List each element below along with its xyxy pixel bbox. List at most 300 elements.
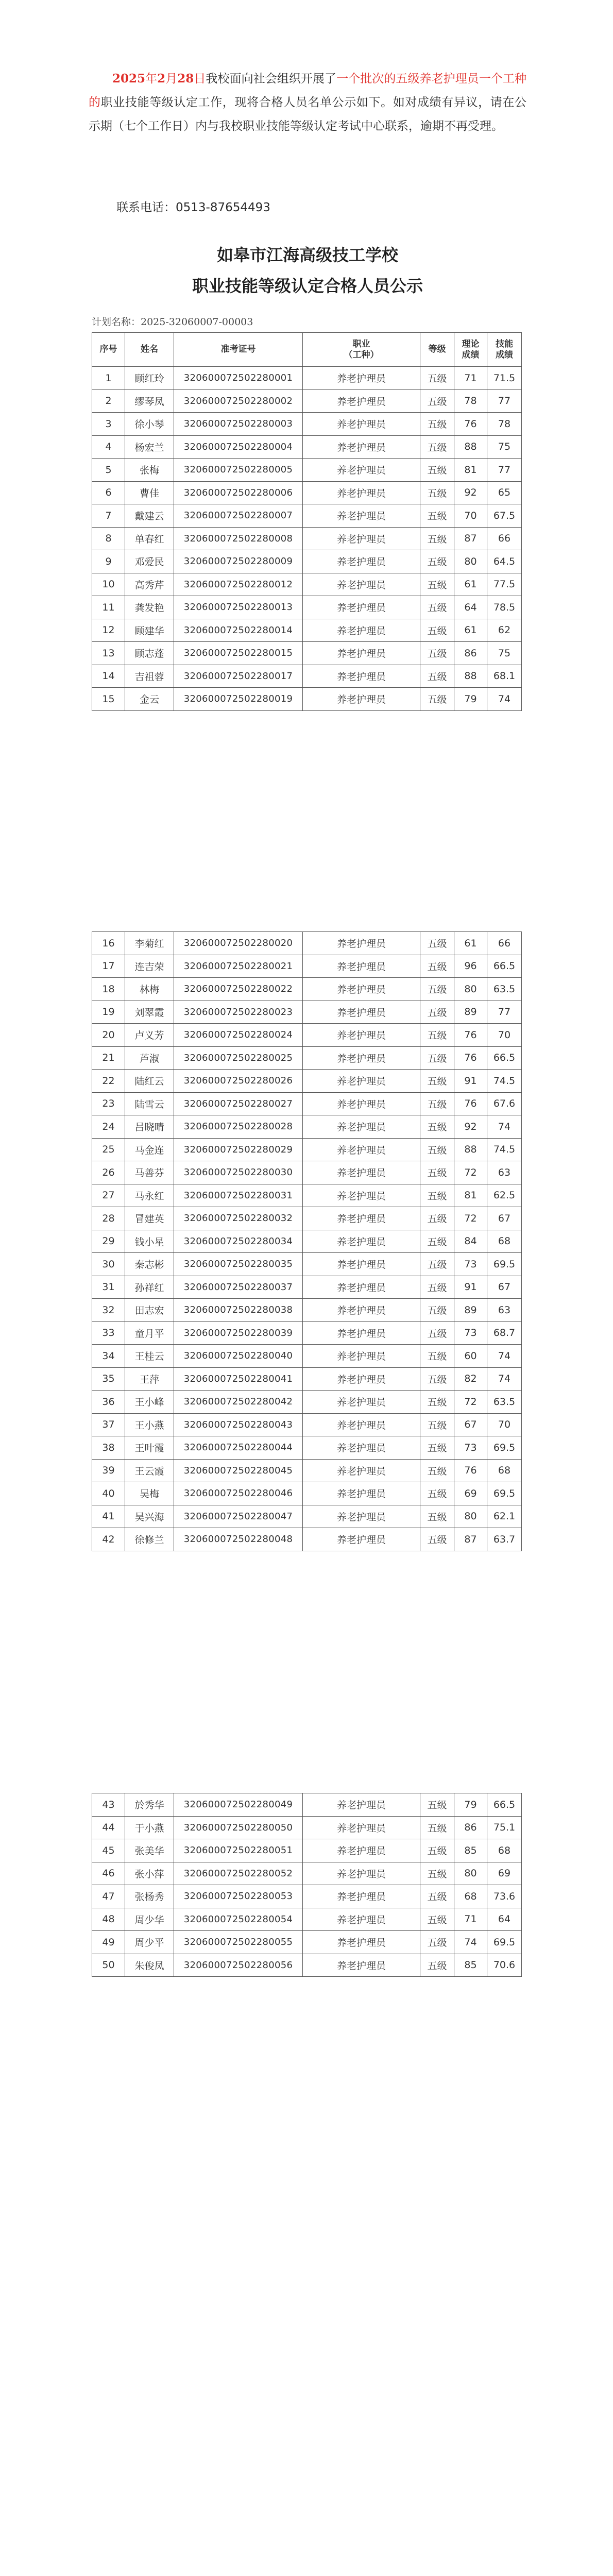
cell-name: 田志宏 <box>125 1299 174 1322</box>
cell-level: 五级 <box>420 367 454 390</box>
cell-index: 11 <box>92 596 125 619</box>
cell-exam-id: 320600072502280052 <box>174 1862 303 1885</box>
cell-name: 杨宏兰 <box>125 435 174 459</box>
plan-name: 计划名称：2025-32060007-00003 <box>92 316 253 328</box>
page-title: 职业技能等级认定合格人员公示 <box>192 276 423 296</box>
cell-level: 五级 <box>420 1505 454 1528</box>
cell-name: 吴兴海 <box>125 1505 174 1528</box>
cell-theory-score: 81 <box>454 459 487 482</box>
cell-index: 22 <box>92 1070 125 1093</box>
cell-level: 五级 <box>420 1367 454 1391</box>
cell-skill-score: 70 <box>487 1024 522 1047</box>
cell-occupation: 养老护理员 <box>303 435 420 459</box>
table-row <box>92 1367 522 1391</box>
cell-theory-score: 76 <box>454 1459 487 1482</box>
cell-level: 五级 <box>420 573 454 596</box>
cell-index: 13 <box>92 642 125 665</box>
cell-occupation: 养老护理员 <box>303 1367 420 1391</box>
cell-theory-score: 79 <box>454 1793 487 1817</box>
cell-level: 五级 <box>420 1391 454 1414</box>
cell-theory-score: 64 <box>454 596 487 619</box>
cell-index: 28 <box>92 1207 125 1230</box>
cell-index: 32 <box>92 1299 125 1322</box>
cell-level: 五级 <box>420 619 454 642</box>
cell-exam-id: 320600072502280056 <box>174 1954 303 1977</box>
cell-occupation: 养老护理员 <box>303 1138 420 1161</box>
cell-theory-score: 88 <box>454 1138 487 1161</box>
cell-name: 张杨秀 <box>125 1885 174 1908</box>
cell-theory-score: 74 <box>454 1931 487 1954</box>
cell-theory-score: 87 <box>454 1528 487 1551</box>
cell-theory-score: 72 <box>454 1207 487 1230</box>
header-occupation: 职业 （工种） <box>303 333 420 367</box>
cell-occupation: 养老护理员 <box>303 1161 420 1184</box>
table-row <box>92 1345 522 1368</box>
cell-exam-id: 320600072502280025 <box>174 1046 303 1070</box>
cell-index: 45 <box>92 1839 125 1862</box>
table-row <box>92 1482 522 1505</box>
cell-theory-score: 91 <box>454 1276 487 1299</box>
cell-level: 五级 <box>420 1046 454 1070</box>
cell-index: 25 <box>92 1138 125 1161</box>
cell-occupation: 养老护理员 <box>303 1482 420 1505</box>
cell-exam-id: 320600072502280024 <box>174 1024 303 1047</box>
cell-name: 芦淑 <box>125 1046 174 1070</box>
cell-level: 五级 <box>420 955 454 978</box>
cell-name: 李菊红 <box>125 932 174 955</box>
cell-exam-id: 320600072502280044 <box>174 1436 303 1460</box>
cell-name: 马金连 <box>125 1138 174 1161</box>
cell-name: 单春红 <box>125 527 174 550</box>
cell-level: 五级 <box>420 665 454 688</box>
cell-occupation: 养老护理员 <box>303 1115 420 1139</box>
cell-index: 17 <box>92 955 125 978</box>
cell-occupation: 养老护理员 <box>303 688 420 711</box>
cell-occupation: 养老护理员 <box>303 642 420 665</box>
table-row <box>92 1321 522 1345</box>
cell-level: 五级 <box>420 504 454 528</box>
cell-theory-score: 87 <box>454 527 487 550</box>
cell-index: 26 <box>92 1161 125 1184</box>
cell-occupation: 养老护理员 <box>303 596 420 619</box>
cell-theory-score: 92 <box>454 1115 487 1139</box>
cell-occupation: 养老护理员 <box>303 1001 420 1024</box>
cell-index: 42 <box>92 1528 125 1551</box>
cell-occupation: 养老护理员 <box>303 1024 420 1047</box>
cell-occupation: 养老护理员 <box>303 1207 420 1230</box>
cell-index: 16 <box>92 932 125 955</box>
table-row <box>92 550 522 573</box>
results-table-page-3 <box>92 1793 522 1977</box>
cell-theory-score: 69 <box>454 1482 487 1505</box>
cell-index: 10 <box>92 573 125 596</box>
cell-level: 五级 <box>420 1321 454 1345</box>
cell-name: 朱俊凤 <box>125 1954 174 1977</box>
table-row <box>92 504 522 528</box>
cell-theory-score: 61 <box>454 573 487 596</box>
cell-level: 五级 <box>420 1070 454 1093</box>
cell-skill-score: 70 <box>487 1413 522 1436</box>
cell-index: 8 <box>92 527 125 550</box>
cell-skill-score: 69 <box>487 1862 522 1885</box>
cell-index: 4 <box>92 435 125 459</box>
cell-name: 邓爱民 <box>125 550 174 573</box>
cell-name: 吴梅 <box>125 1482 174 1505</box>
cell-skill-score: 68 <box>487 1839 522 1862</box>
cell-skill-score: 62 <box>487 619 522 642</box>
cell-occupation: 养老护理员 <box>303 1885 420 1908</box>
cell-occupation: 养老护理员 <box>303 1345 420 1368</box>
cell-occupation: 养老护理员 <box>303 1436 420 1460</box>
cell-name: 冒建英 <box>125 1207 174 1230</box>
cell-skill-score: 64.5 <box>487 550 522 573</box>
cell-index: 6 <box>92 481 125 504</box>
cell-level: 五级 <box>420 1459 454 1482</box>
cell-skill-score: 68 <box>487 1230 522 1253</box>
cell-theory-score: 76 <box>454 1024 487 1047</box>
cell-index: 9 <box>92 550 125 573</box>
cell-exam-id: 320600072502280046 <box>174 1482 303 1505</box>
cell-level: 五级 <box>420 1793 454 1817</box>
cell-exam-id: 320600072502280054 <box>174 1908 303 1931</box>
cell-exam-id: 320600072502280014 <box>174 619 303 642</box>
cell-occupation: 养老护理员 <box>303 1070 420 1093</box>
cell-occupation: 养老护理员 <box>303 527 420 550</box>
cell-name: 陆红云 <box>125 1070 174 1093</box>
cell-skill-score: 66 <box>487 527 522 550</box>
cell-level: 五级 <box>420 413 454 436</box>
cell-skill-score: 63 <box>487 1299 522 1322</box>
cell-index: 14 <box>92 665 125 688</box>
cell-skill-score: 69.5 <box>487 1436 522 1460</box>
header-index: 序号 <box>92 333 125 367</box>
cell-level: 五级 <box>420 1161 454 1184</box>
cell-skill-score: 68.1 <box>487 665 522 688</box>
cell-name: 徐小琴 <box>125 413 174 436</box>
cell-occupation: 养老护理员 <box>303 1092 420 1115</box>
cell-name: 张美华 <box>125 1839 174 1862</box>
header-exam-id: 准考证号 <box>174 333 303 367</box>
cell-theory-score: 60 <box>454 1345 487 1368</box>
cell-theory-score: 76 <box>454 413 487 436</box>
cell-name: 王萍 <box>125 1367 174 1391</box>
cell-name: 於秀华 <box>125 1793 174 1817</box>
cell-theory-score: 76 <box>454 1046 487 1070</box>
table-row <box>92 527 522 550</box>
cell-occupation: 养老护理员 <box>303 389 420 413</box>
cell-exam-id: 320600072502280040 <box>174 1345 303 1368</box>
table-row <box>92 1908 522 1931</box>
table-row <box>92 1885 522 1908</box>
cell-theory-score: 91 <box>454 1070 487 1093</box>
cell-skill-score: 74 <box>487 1115 522 1139</box>
table-row <box>92 1505 522 1528</box>
cell-occupation: 养老护理员 <box>303 1505 420 1528</box>
cell-theory-score: 71 <box>454 367 487 390</box>
table-row <box>92 1436 522 1460</box>
cell-exam-id: 320600072502280051 <box>174 1839 303 1862</box>
cell-level: 五级 <box>420 527 454 550</box>
notice-text-b: 职业技能等级认定工作，现将合格人员名单公示如下。如对成绩有异议，请在公示期（七个工作日）内与我校职业技能等级认定考试中心联系，逾期不再受理。 <box>89 96 527 133</box>
table-row <box>92 367 522 390</box>
cell-level: 五级 <box>420 1862 454 1885</box>
cell-occupation: 养老护理员 <box>303 413 420 436</box>
results-table-page-1 <box>92 332 522 711</box>
cell-skill-score: 73.6 <box>487 1885 522 1908</box>
cell-theory-score: 72 <box>454 1161 487 1184</box>
cell-exam-id: 320600072502280023 <box>174 1001 303 1024</box>
cell-skill-score: 74.5 <box>487 1138 522 1161</box>
table-row <box>92 1161 522 1184</box>
cell-index: 46 <box>92 1862 125 1885</box>
table-row <box>92 1115 522 1139</box>
cell-index: 47 <box>92 1885 125 1908</box>
cell-exam-id: 320600072502280017 <box>174 665 303 688</box>
cell-name: 卢义芳 <box>125 1024 174 1047</box>
cell-index: 27 <box>92 1184 125 1207</box>
cell-occupation: 养老护理员 <box>303 1413 420 1436</box>
table-row <box>92 573 522 596</box>
table-row <box>92 1230 522 1253</box>
cell-occupation: 养老护理员 <box>303 1230 420 1253</box>
cell-level: 五级 <box>420 550 454 573</box>
table-row <box>92 1954 522 1977</box>
cell-name: 缪琴凤 <box>125 389 174 413</box>
cell-exam-id: 320600072502280029 <box>174 1138 303 1161</box>
cell-level: 五级 <box>420 1413 454 1436</box>
table-row <box>92 1459 522 1482</box>
cell-theory-score: 88 <box>454 665 487 688</box>
cell-exam-id: 320600072502280042 <box>174 1391 303 1414</box>
cell-level: 五级 <box>420 1436 454 1460</box>
cell-level: 五级 <box>420 435 454 459</box>
cell-occupation: 养老护理员 <box>303 573 420 596</box>
cell-index: 41 <box>92 1505 125 1528</box>
cell-exam-id: 320600072502280008 <box>174 527 303 550</box>
cell-level: 五级 <box>420 481 454 504</box>
cell-skill-score: 68.7 <box>487 1321 522 1345</box>
cell-level: 五级 <box>420 1024 454 1047</box>
cell-exam-id: 320600072502280048 <box>174 1528 303 1551</box>
cell-skill-score: 63.7 <box>487 1528 522 1551</box>
cell-level: 五级 <box>420 1253 454 1276</box>
cell-skill-score: 74.5 <box>487 1070 522 1093</box>
cell-exam-id: 320600072502280034 <box>174 1230 303 1253</box>
table-row <box>92 932 522 955</box>
table-row <box>92 1276 522 1299</box>
cell-name: 高秀芹 <box>125 573 174 596</box>
cell-level: 五级 <box>420 1816 454 1839</box>
table-row <box>92 1391 522 1414</box>
cell-skill-score: 66.5 <box>487 955 522 978</box>
cell-occupation: 养老护理员 <box>303 1908 420 1931</box>
cell-exam-id: 320600072502280053 <box>174 1885 303 1908</box>
cell-index: 12 <box>92 619 125 642</box>
cell-index: 24 <box>92 1115 125 1139</box>
cell-name: 顾志蓬 <box>125 642 174 665</box>
cell-exam-id: 320600072502280043 <box>174 1413 303 1436</box>
cell-exam-id: 320600072502280013 <box>174 596 303 619</box>
cell-skill-score: 62.1 <box>487 1505 522 1528</box>
table-row <box>92 1862 522 1885</box>
table-row <box>92 1184 522 1207</box>
cell-skill-score: 69.5 <box>487 1482 522 1505</box>
cell-exam-id: 320600072502280005 <box>174 459 303 482</box>
cell-skill-score: 69.5 <box>487 1931 522 1954</box>
cell-skill-score: 74 <box>487 1367 522 1391</box>
cell-level: 五级 <box>420 1885 454 1908</box>
cell-occupation: 养老护理员 <box>303 619 420 642</box>
cell-occupation: 养老护理员 <box>303 1299 420 1322</box>
table-row <box>92 1413 522 1436</box>
cell-name: 马永红 <box>125 1184 174 1207</box>
cell-skill-score: 66.5 <box>487 1046 522 1070</box>
table-row <box>92 1931 522 1954</box>
cell-occupation: 养老护理员 <box>303 367 420 390</box>
cell-skill-score: 66.5 <box>487 1793 522 1817</box>
cell-occupation: 养老护理员 <box>303 1184 420 1207</box>
cell-level: 五级 <box>420 1184 454 1207</box>
cell-skill-score: 74 <box>487 1345 522 1368</box>
cell-skill-score: 64 <box>487 1908 522 1931</box>
cell-exam-id: 320600072502280055 <box>174 1931 303 1954</box>
cell-level: 五级 <box>420 459 454 482</box>
table-row <box>92 1816 522 1839</box>
cell-index: 39 <box>92 1459 125 1482</box>
cell-skill-score: 63 <box>487 1161 522 1184</box>
cell-exam-id: 320600072502280038 <box>174 1299 303 1322</box>
cell-index: 7 <box>92 504 125 528</box>
cell-index: 44 <box>92 1816 125 1839</box>
cell-occupation: 养老护理员 <box>303 459 420 482</box>
cell-index: 49 <box>92 1931 125 1954</box>
cell-exam-id: 320600072502280050 <box>174 1816 303 1839</box>
notice-paragraph <box>89 67 526 138</box>
cell-index: 20 <box>92 1024 125 1047</box>
cell-name: 周少华 <box>125 1908 174 1931</box>
cell-exam-id: 320600072502280031 <box>174 1184 303 1207</box>
notice-day-label: 日 <box>194 72 206 86</box>
cell-exam-id: 320600072502280022 <box>174 978 303 1001</box>
table-row <box>92 459 522 482</box>
cell-name: 吉祖蓉 <box>125 665 174 688</box>
cell-name: 刘翠霞 <box>125 1001 174 1024</box>
table-row <box>92 1092 522 1115</box>
cell-skill-score: 75 <box>487 642 522 665</box>
cell-occupation: 养老护理员 <box>303 1321 420 1345</box>
table-row <box>92 389 522 413</box>
cell-exam-id: 320600072502280019 <box>174 688 303 711</box>
cell-name: 周少平 <box>125 1931 174 1954</box>
table-row <box>92 1253 522 1276</box>
cell-exam-id: 320600072502280028 <box>174 1115 303 1139</box>
cell-name: 王叶霞 <box>125 1436 174 1460</box>
table-row <box>92 1207 522 1230</box>
header-name: 姓名 <box>125 333 174 367</box>
table-row <box>92 619 522 642</box>
cell-level: 五级 <box>420 1482 454 1505</box>
cell-level: 五级 <box>420 1230 454 1253</box>
cell-name: 徐修兰 <box>125 1528 174 1551</box>
cell-exam-id: 320600072502280015 <box>174 642 303 665</box>
school-title: 如皋市江海高级技工学校 <box>216 245 398 265</box>
cell-theory-score: 73 <box>454 1436 487 1460</box>
cell-exam-id: 320600072502280026 <box>174 1070 303 1093</box>
table-row <box>92 1024 522 1047</box>
cell-index: 31 <box>92 1276 125 1299</box>
cell-exam-id: 320600072502280003 <box>174 413 303 436</box>
cell-theory-score: 92 <box>454 481 487 504</box>
results-table-page-2 <box>92 931 522 1551</box>
cell-index: 35 <box>92 1367 125 1391</box>
notice-year-label: 年 <box>145 72 158 86</box>
table-row <box>92 978 522 1001</box>
cell-name: 王小燕 <box>125 1413 174 1436</box>
cell-index: 43 <box>92 1793 125 1817</box>
cell-name: 钱小星 <box>125 1230 174 1253</box>
cell-skill-score: 63.5 <box>487 978 522 1001</box>
cell-index: 1 <box>92 367 125 390</box>
table-header-row <box>92 333 522 367</box>
table-row <box>92 435 522 459</box>
cell-skill-score: 68 <box>487 1459 522 1482</box>
cell-skill-score: 78 <box>487 413 522 436</box>
cell-name: 秦志彬 <box>125 1253 174 1276</box>
notice-day: 28 <box>177 72 194 86</box>
cell-index: 3 <box>92 413 125 436</box>
cell-level: 五级 <box>420 688 454 711</box>
cell-exam-id: 320600072502280021 <box>174 955 303 978</box>
cell-index: 50 <box>92 1954 125 1977</box>
cell-level: 五级 <box>420 1276 454 1299</box>
cell-index: 18 <box>92 978 125 1001</box>
cell-index: 2 <box>92 389 125 413</box>
cell-level: 五级 <box>420 389 454 413</box>
cell-skill-score: 78.5 <box>487 596 522 619</box>
cell-theory-score: 76 <box>454 1092 487 1115</box>
cell-theory-score: 68 <box>454 1885 487 1908</box>
cell-occupation: 养老护理员 <box>303 1528 420 1551</box>
table-row <box>92 1046 522 1070</box>
cell-skill-score: 69.5 <box>487 1253 522 1276</box>
cell-occupation: 养老护理员 <box>303 1459 420 1482</box>
cell-skill-score: 71.5 <box>487 367 522 390</box>
cell-name: 林梅 <box>125 978 174 1001</box>
cell-level: 五级 <box>420 1954 454 1977</box>
cell-occupation: 养老护理员 <box>303 932 420 955</box>
cell-name: 金云 <box>125 688 174 711</box>
cell-exam-id: 320600072502280002 <box>174 389 303 413</box>
cell-level: 五级 <box>420 596 454 619</box>
cell-skill-score: 67.5 <box>487 504 522 528</box>
cell-index: 37 <box>92 1413 125 1436</box>
header-theory-score: 理论 成绩 <box>454 333 487 367</box>
cell-level: 五级 <box>420 1839 454 1862</box>
notice-year: 2025 <box>112 72 146 86</box>
cell-name: 顾红玲 <box>125 367 174 390</box>
cell-index: 48 <box>92 1908 125 1931</box>
cell-level: 五级 <box>420 1345 454 1368</box>
cell-exam-id: 320600072502280012 <box>174 573 303 596</box>
cell-level: 五级 <box>420 1528 454 1551</box>
cell-index: 38 <box>92 1436 125 1460</box>
cell-exam-id: 320600072502280047 <box>174 1505 303 1528</box>
cell-level: 五级 <box>420 1908 454 1931</box>
cell-theory-score: 61 <box>454 932 487 955</box>
cell-skill-score: 67 <box>487 1276 522 1299</box>
cell-level: 五级 <box>420 642 454 665</box>
cell-level: 五级 <box>420 1138 454 1161</box>
